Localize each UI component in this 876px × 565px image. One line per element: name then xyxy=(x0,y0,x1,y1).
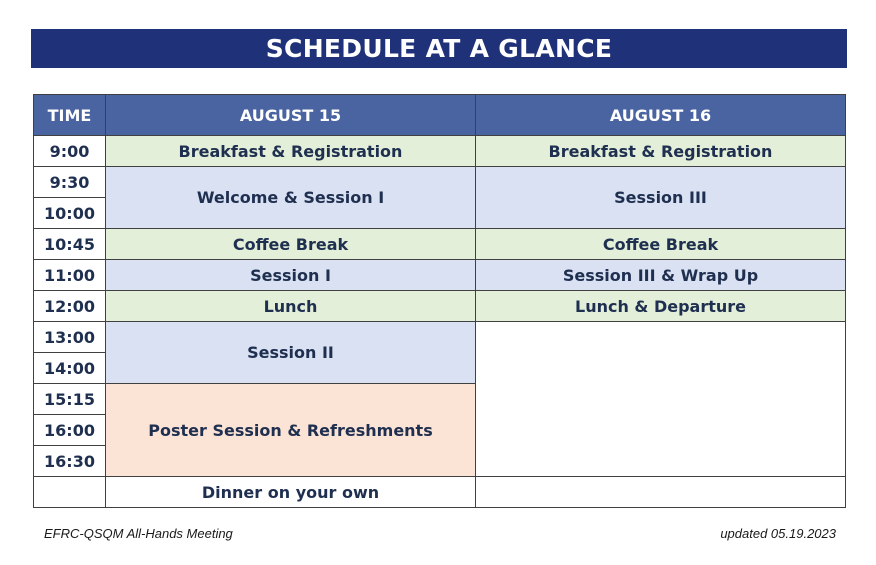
time-cell: 12:00 xyxy=(34,291,106,322)
time-cell: 10:45 xyxy=(34,229,106,260)
header-day1: AUGUST 15 xyxy=(106,95,476,136)
table-row xyxy=(34,291,846,322)
day2-session3-wrap: Session III & Wrap Up xyxy=(476,260,846,291)
day1-poster: Poster Session & Refreshments xyxy=(106,384,476,477)
day2-coffee: Coffee Break xyxy=(476,229,846,260)
schedule-table xyxy=(33,94,846,508)
time-cell: 10:00 xyxy=(34,198,106,229)
table-row xyxy=(34,477,846,508)
day1-session1: Session I xyxy=(106,260,476,291)
header-row xyxy=(34,95,846,136)
time-cell xyxy=(34,477,106,508)
time-cell: 16:30 xyxy=(34,446,106,477)
time-cell: 9:00 xyxy=(34,136,106,167)
day1-breakfast: Breakfast & Registration xyxy=(106,136,476,167)
table-row xyxy=(34,260,846,291)
time-cell: 14:00 xyxy=(34,353,106,384)
day1-welcome: Welcome & Session I xyxy=(106,167,476,229)
day1-lunch: Lunch xyxy=(106,291,476,322)
header-day2: AUGUST 16 xyxy=(476,95,846,136)
header-time: TIME xyxy=(34,95,106,136)
time-cell: 9:30 xyxy=(34,167,106,198)
page-title: SCHEDULE AT A GLANCE xyxy=(31,29,847,68)
day2-session3: Session III xyxy=(476,167,846,229)
day2-dinner-empty xyxy=(476,477,846,508)
table-row xyxy=(34,322,846,353)
table-row xyxy=(34,136,846,167)
footer-right: updated 05.19.2023 xyxy=(720,526,836,541)
table-row xyxy=(34,229,846,260)
day1-coffee: Coffee Break xyxy=(106,229,476,260)
time-cell: 13:00 xyxy=(34,322,106,353)
time-cell: 11:00 xyxy=(34,260,106,291)
day1-session2: Session II xyxy=(106,322,476,384)
table-row xyxy=(34,167,846,198)
day1-dinner: Dinner on your own xyxy=(106,477,476,508)
time-cell: 15:15 xyxy=(34,384,106,415)
day2-lunch-departure: Lunch & Departure xyxy=(476,291,846,322)
day2-empty-cell xyxy=(476,322,846,477)
footer-left: EFRC-QSQM All-Hands Meeting xyxy=(44,526,233,541)
time-cell: 16:00 xyxy=(34,415,106,446)
day2-breakfast: Breakfast & Registration xyxy=(476,136,846,167)
